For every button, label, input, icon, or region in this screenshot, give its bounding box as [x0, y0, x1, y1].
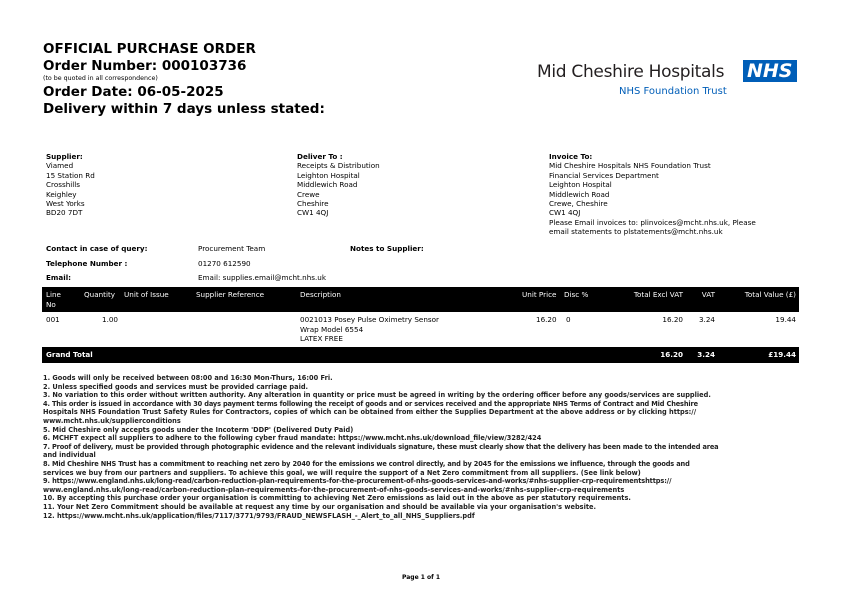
term-item: 3. No variation to this order without written authority. Any alteration in quantity or price must be agreed in writing by the ordering officer before any goods/services are supplied.: [43, 391, 711, 400]
terms-list: [43, 374, 803, 520]
telephone-value: 01270 612590: [198, 259, 251, 268]
order-number: Order Number: 000103736: [43, 58, 247, 74]
term-item: 5. Mid Cheshire only accepts goods under the Incoterm 'DDP' (Delivered Duty Paid): [43, 425, 354, 434]
supplier-line: Keighley: [46, 189, 77, 199]
row-vat: 3.24: [698, 315, 715, 324]
row-description-line: LATEX FREE: [300, 334, 343, 343]
query-contact-value: Procurement Team: [198, 244, 266, 253]
term-item: 2. Unless specified goods and services must be provided carriage paid.: [43, 382, 309, 391]
deliver-to-line: Receipts & Distribution: [297, 161, 380, 171]
email-value: Email: supplies.email@mcht.nhs.uk: [198, 273, 326, 282]
supplier-line: Viamed: [46, 161, 74, 171]
invoice-to-block: [549, 152, 809, 237]
col-supplier-reference: Supplier Reference: [196, 290, 265, 299]
row-description-line: Wrap Model 6554: [300, 324, 364, 334]
term-link[interactable]: www.england.nhs.uk/long-read/carbon-reduction-plan-requirements-for-the-procurement-of-nhs-goods-services-and-works/#nhs-supplier-crp-requirements: [43, 485, 625, 494]
term-link[interactable]: 12. https://www.mcht.nhs.uk/application/files/7117/3771/9793/FRAUD_NEWSFLASH_-_Alert_to_all_NHS_Suppliers.pdf: [43, 511, 475, 520]
row-unit-price: 16.20: [536, 315, 557, 324]
grand-total-label: Grand Total: [46, 350, 93, 359]
invoice-to-line: Middlewich Road: [549, 189, 610, 199]
document-title: OFFICIAL PURCHASE ORDER: [43, 41, 256, 57]
row-line: 001: [46, 315, 60, 324]
invoice-to-label: Invoice To:: [549, 152, 593, 161]
deliver-to-line: Middlewich Road: [297, 180, 358, 190]
order-table-header: [42, 287, 799, 312]
col-total-excl-vat: Total Excl VAT: [633, 290, 683, 299]
col-unit-price: Unit Price: [522, 290, 557, 299]
telephone-label: Telephone Number :: [46, 259, 128, 268]
invoice-to-line: Crewe, Cheshire: [549, 199, 608, 209]
term-link[interactable]: 9. https://www.england.nhs.uk/long-read/carbon-reduction-plan-requirements-for-the-procurement-of-nhs-goods-services-and-works/#nhs-supplier-crp-requirementshttps://: [43, 477, 672, 486]
order-date: Order Date: 06-05-2025: [43, 84, 224, 100]
invoice-to-line: CW1 4QJ: [549, 208, 581, 218]
logo-name: Mid Cheshire Hospitals: [537, 62, 725, 82]
supplier-line: 15 Station Rd: [46, 170, 95, 180]
row-total-value: 19.44: [775, 315, 796, 324]
table-row: [42, 313, 799, 345]
quote-note: (to be quoted in all correspondence): [43, 75, 158, 82]
invoice-to-line: Mid Cheshire Hospitals NHS Foundation Trust: [549, 161, 711, 171]
grand-total-vat: 3.24: [697, 350, 715, 359]
deliver-to-block: [297, 152, 517, 218]
term-item: 11. Your Net Zero Commitment should be available at request any time by our organisation and should be available via your organisation's website.: [43, 502, 596, 511]
term-item: and individual: [43, 451, 96, 460]
term-item: Hospitals NHS Foundation Trust Safety Rules for Contractors, copies of which can be obtained from either the Supplies Department at the above address or by clicking https://: [43, 408, 697, 417]
term-item: 4. This order is issued in accordance with 30 days payment terms following the receipt of goods and or services received and the appropriate NHS Terms of Contract and Mid Cheshire: [43, 399, 698, 408]
col-disc: Disc %: [564, 290, 589, 299]
query-contact-label: Contact in case of query:: [46, 244, 148, 253]
supplier-label: Supplier:: [46, 152, 83, 161]
col-line-no: No: [46, 300, 56, 309]
col-line: Line: [46, 290, 61, 299]
term-item: 6. MCHFT expect all suppliers to adhere to the following cyber fraud mandate: https://www.mcht.nhs.uk/download_file/view/3282/424: [43, 434, 542, 443]
trust-logo: [537, 60, 799, 102]
deliver-to-line: Leighton Hospital: [297, 170, 360, 180]
row-description-line: 0021013 Posey Pulse Oximetry Sensor: [300, 315, 439, 324]
deliver-to-line: CW1 4QJ: [297, 208, 329, 218]
term-link[interactable]: www.mcht.nhs.uk/supplierconditions: [43, 416, 181, 425]
term-item: 10. By accepting this purchase order your organisation is committing to achieving Net Zero emissions as laid out in the above as per statutory requirements.: [43, 494, 631, 503]
col-quantity: Quantity: [84, 290, 116, 299]
supplier-block: [46, 152, 266, 218]
invoice-to-line: Financial Services Department: [549, 170, 659, 180]
invoice-to-line: email statements to plstatements@mcht.nhs.uk: [549, 227, 723, 237]
supplier-line: West Yorks: [46, 199, 85, 209]
term-item: services we buy from our partners and suppliers. To achieve this goal, we will require the support of a Net Zero commitment from all suppliers. (See link below): [43, 468, 641, 477]
term-item: 8. Mid Cheshire NHS Trust has a commitment to reaching net zero by 2040 for the emissions we control directly, and by 2045 for the emissions we influence, through the goods and: [43, 459, 690, 468]
col-vat: VAT: [701, 290, 715, 299]
col-total-value: Total Value (£): [744, 290, 796, 299]
row-disc: 0: [566, 315, 571, 324]
logo-trust: NHS Foundation Trust: [619, 86, 727, 97]
col-description: Description: [300, 290, 341, 299]
invoice-to-line: Please Email invoices to: plinvoices@mcht.nhs.uk, Please: [549, 217, 756, 227]
email-label: Email:: [46, 273, 72, 282]
term-item: 1. Goods will only be received between 08:00 and 16:30 Mon-Thurs, 16:00 Fri.: [43, 374, 333, 382]
grand-total-excl-vat: 16.20: [660, 350, 683, 359]
deliver-to-line: Crewe: [297, 189, 320, 199]
col-unit-of-issue: Unit of Issue: [124, 290, 169, 299]
delivery-note: Delivery within 7 days unless stated:: [43, 101, 325, 117]
supplier-line: BD20 7DT: [46, 208, 83, 218]
page-number: Page 1 of 1: [402, 574, 440, 581]
nhs-logo-icon: NHS: [743, 60, 797, 82]
row-quantity: 1.00: [102, 315, 119, 324]
grand-total-bar: [42, 347, 799, 363]
supplier-line: Crosshills: [46, 180, 80, 190]
grand-total-value: £19.44: [768, 350, 796, 359]
invoice-to-line: Leighton Hospital: [549, 180, 612, 190]
deliver-to-line: Cheshire: [297, 199, 329, 209]
row-total-excl-vat: 16.20: [662, 315, 683, 324]
deliver-to-label: Deliver To :: [297, 152, 343, 161]
term-item: 7. Proof of delivery, must be provided through photographic evidence and the relevant individuals signature, these must clearly show that the delivery has been made to the intended area: [43, 442, 719, 451]
notes-to-supplier-label: Notes to Supplier:: [350, 244, 424, 253]
